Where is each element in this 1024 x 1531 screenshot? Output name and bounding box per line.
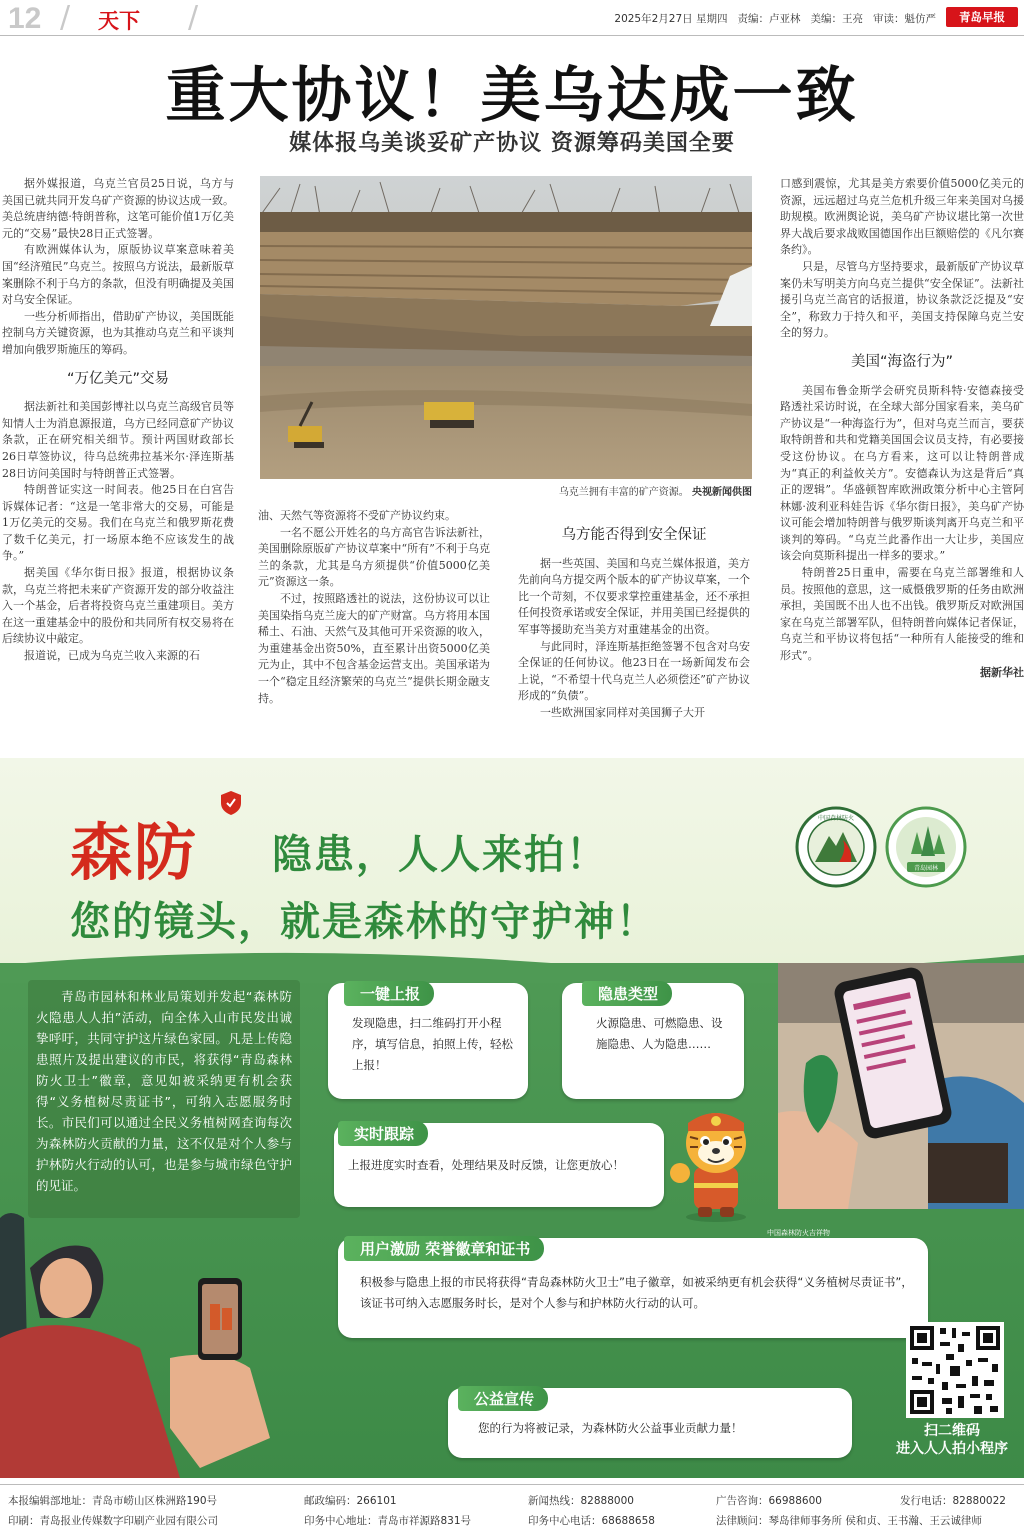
person-taking-photo-image	[0, 1208, 300, 1478]
caption-source: 央视新闻供图	[692, 487, 752, 498]
feature-card-rewards	[338, 1238, 928, 1338]
footer-print-phone: 印务中心电话：68688658	[528, 1515, 655, 1527]
card-tag: 一键上报	[344, 981, 434, 1006]
article-paragraph: 特朗普证实这一时间表。他25日在白宫告诉媒体记者：“这是一笔非常大的交易，可能是1万亿美元的交易。我们在乌克兰和俄罗斯花费了数千亿美元，打一场原本绝不应该发生的战争。”	[2, 483, 234, 563]
qr-label-line2: 进入人人拍小程序	[896, 1441, 1008, 1457]
card-text: 火源隐患、可燃隐患、设施隐患、人为隐患……	[596, 1016, 723, 1051]
card-tag: 用户激励 荣誉徽章和证书	[344, 1236, 544, 1261]
feature-card-tracking	[334, 1123, 664, 1207]
card-tag: 隐患类型	[582, 981, 672, 1006]
ad-title-rest: 隐患，人人来拍！	[272, 832, 608, 878]
card-text: 您的行为将被记录，为森林防火公益事业贡献力量！	[478, 1421, 743, 1435]
proofreader: 审读：魁仿严	[873, 13, 936, 25]
article-paragraph: 据法新社和美国彭博社以乌克兰高级官员等知情人士为消息源报道，乌方已经同意矿产协议条款，正在研究相关细节。预计两国财政部长26日草签协议，待乌总统弗拉基米尔·泽连斯基28日访问美国时与特朗普正式签署。	[2, 400, 234, 480]
excavator-icon	[288, 426, 322, 442]
newspaper-logo: 青岛早报	[946, 7, 1018, 27]
article-paragraph: 不过，按照路透社的说法，这份协议可以让美国染指乌克兰庞大的矿产财富。乌方将用本国稀土、石油、天然气及其他可开采资源的收入，为重建基金出资50%，直至累计出资5000亿美元为止，其中不包含基金运营支出。美国承诺为一个“稳定且经济繁荣的乌克兰”提供长期金融支持。	[258, 591, 490, 705]
forest-fire-ad	[0, 758, 1024, 1478]
article-paragraph: 一些欧洲国家同样对美国狮子大开	[540, 705, 705, 719]
subsection-heading: 美国“海盗行为”	[850, 353, 954, 370]
footer-address: 本报编辑部地址：青岛市崂山区株洲路190号	[8, 1495, 218, 1507]
article-paragraph: 油、天然气等资源将不受矿产协议约束。	[258, 509, 456, 522]
article-paragraph: 美国布鲁金斯学会研究员斯科特·安德森接受路透社采访时说，在全球大部分国家看来，美乌矿产协议是“一种海盗行为”，但对乌克兰而言，要获取特朗普和共和党籍美国国会议员支持，有必要接受这份协议。在乌方看来，这可以让特朗普成为“真正的利益攸关方”。安德森认为这是背后“真正的逻辑”。华盛顿智库欧洲政策分析中心主管阿林娜·波利亚科娃告诉《华尔街日报》，美乌矿产协议可能会增加特朗普与俄罗斯谈判离开乌克兰和平谈判的筹码。“乌克兰此番作出一大让步，美国应该会向莫斯科提出一样多的要求。”	[780, 383, 1024, 563]
ad-intro: 青岛市园林和林业局策划并发起“森林防火隐患人人拍”活动，向全体入山市民发出诚挚呼吁，共同守护这片绿色家园。凡是上传隐患照片及提出建议的市民，将获得“青岛森林防火卫士”徽章，意见如被采纳更有机会获得“义务植树尽责证书”，可纳入志愿服务时长。市民们可以通过全民义务植树网查询每次为森林防火贡献的力量，这不仅是对个人参与护林防火行动的认可，也是参与城市绿色守护的见证。	[28, 980, 300, 1218]
ad-title-line2: 您的镜头，就是森林的守护神！	[70, 899, 658, 945]
card-tag: 实时跟踪	[338, 1121, 428, 1146]
article-paragraph: 有欧洲媒体认为，原版协议草案意味着美国“经济殖民”乌克兰。按照乌方说法，最新版草案删除不利于乌方的条款，但没有明确提及美国对乌安全保证。	[2, 243, 234, 307]
page-meta	[614, 11, 936, 26]
feature-card-hazard-types	[562, 983, 744, 1099]
article-column-1	[2, 176, 234, 754]
page-header	[0, 0, 1024, 36]
footer-legal: 法律顾问：琴岛律师事务所 侯和贞、王书瀚、王云诚律师	[716, 1515, 982, 1527]
art-editor: 美编：王亮	[810, 13, 863, 25]
qr-label-line1: 扫二维码	[924, 1423, 980, 1439]
card-tag: 公益宣传	[458, 1386, 548, 1411]
article-paragraph: 口感到震惊，尤其是美方索要价值5000亿美元的资源，远远超过乌克兰危机升级三年来美国对乌援助规模。欧洲舆论说，美乌矿产协议堪比第一次世界大战后要求战败国德国作出巨额赔偿的《凡尔赛条约》。	[780, 177, 1024, 257]
subsection-heading: 乌方能否得到安全保证	[561, 527, 707, 543]
divider-slash: /	[60, 0, 71, 35]
qr-label	[880, 1422, 1024, 1458]
card-text: 发现隐患，扫二维码打开小程序，填写信息，拍照上传，轻松上报！	[352, 1016, 513, 1072]
article-paragraph: 报道说，已成为乌克兰收入来源的石	[24, 649, 200, 663]
issue-date: 2025年2月27日 星期四	[614, 13, 728, 25]
section-name: 天下	[98, 9, 140, 33]
feature-card-publicity	[448, 1388, 852, 1458]
article-column-4	[780, 176, 1024, 754]
article-column-2	[258, 508, 490, 754]
card-text: 积极参与隐患上报的市民将获得“青岛森林防火卫士”电子徽章，如被采纳更有机会获得“义务植树尽责证书”，该证书可纳入志愿服务时长，是对个人参与和护林防火行动的认可。	[360, 1275, 913, 1310]
mine-photo	[260, 176, 752, 479]
subsection-heading: “万亿美元”交易	[66, 370, 170, 387]
footer-print-address: 印务中心地址：青岛市祥源路831号	[304, 1515, 472, 1527]
article-paragraph: 一些分析师指出，借助矿产协议，美国既能控制乌方关键资源，也为其推动乌克兰和平谈判增加向俄罗斯施压的筹码。	[2, 309, 234, 356]
forest-fire-logo-icon	[795, 806, 877, 888]
logo2-text: 青岛园林	[913, 865, 939, 872]
divider-slash: /	[188, 0, 199, 35]
tiger-mascot-icon	[660, 1103, 772, 1223]
shield-icon	[220, 790, 242, 816]
article-column-3	[518, 515, 750, 754]
headline: 重大协议！美乌达成一致	[165, 61, 859, 131]
bulldozer-icon	[424, 402, 474, 420]
subheadline: 媒体报乌美谈妥矿产协议 资源筹码美国全要	[289, 131, 735, 156]
footer-news-hotline: 新闻热线：82888000	[528, 1495, 634, 1507]
article-paragraph: 据一些英国、美国和乌克兰媒体报道，美方先前向乌方提交两个版本的矿产协议草案，一个比一个苛刻，不仅要求掌控重建基金，还不承担任何投资承诺或安全保证，并用美国已经提供的军事等援助充当美方对重建基金的出资。	[518, 556, 750, 636]
article-paragraph: 据外媒报道，乌克兰官员25日说，乌方与美国已就共同开发乌矿产资源的协议达成一致。美总统唐纳德·特朗普称，这笔可能价值1万亿美元的“交易”最快28日正式签署。	[2, 177, 234, 240]
editor: 责编：卢亚林	[737, 13, 801, 25]
article-paragraph: 只是，尽管乌方坚持要求，最新版矿产协议草案仍未写明美方向乌克兰提供“安全保证”。法新社援引乌克兰高官的话报道，协议条款泛泛提及“安全”，称致力于持久和平，美国支持保障乌克兰安全的努力。	[780, 259, 1024, 340]
phone-in-hand-photo	[778, 963, 1024, 1209]
article-paragraph: 特朗普25日重申，需要在乌克兰部署维和人员。按照他的意思，这一威慑俄罗斯的任务由欧洲承担，美国既不出人也不出钱。俄罗斯反对欧洲国家在乌克兰部署军队，但特朗普向媒体记者保证，乌克兰和平协议将包括“一种所有人能接受的维和形式”。	[780, 566, 1024, 663]
open-pit-mine-image	[260, 176, 752, 479]
article-paragraph: 一名不愿公开姓名的乌方高官告诉法新社，美国删除原版矿产协议草案中“所有”不利于乌克兰的条款，尤其是乌方须提供“价值5000亿美元”资源这一条。	[258, 525, 490, 589]
phone-photo-image	[778, 963, 1024, 1209]
caption-text: 乌克兰拥有丰富的矿产资源。	[558, 487, 689, 498]
qr-code-icon	[906, 1322, 1004, 1418]
mascot-label: 中国森林防火吉祥物	[767, 1229, 830, 1237]
logo1-text: 中国森林防火	[817, 815, 855, 822]
card-text: 上报进度实时查看，处理结果及时反馈，让您更放心！	[348, 1158, 624, 1172]
footer-printer: 印刷：青岛报业传媒数字印刷产业园有限公司	[8, 1515, 218, 1527]
page-footer	[0, 1484, 1024, 1531]
article-paragraph: 据美国《华尔街日报》报道，根据协议条款，乌克兰将把未来矿产资源开发的部分收益注入一个基金，后者将投资乌克兰重建项目。美方在这一重建基金中的股份和共同所有权交易将在后续协议中敲定。	[2, 566, 234, 646]
footer-postcode: 邮政编码：266101	[304, 1495, 397, 1507]
photo-caption	[260, 483, 752, 498]
page-number: 12	[8, 2, 42, 35]
source-credit: 据新华社	[980, 665, 1024, 679]
ad-title-big: 森防	[70, 816, 199, 889]
article-paragraph: 与此同时，泽连斯基拒绝签署不包含对乌安全保证的任何协议。他23日在一场新闻发布会上说，“不希望十代乌克兰人必须偿还”矿产协议形成的“负债”。	[518, 639, 750, 703]
green-trees-logo-icon	[885, 806, 967, 888]
footer-ad-phone: 广告咨询：66988600	[716, 1495, 822, 1507]
feature-card-report	[328, 983, 528, 1099]
footer-distribution-phone: 发行电话：82880022	[900, 1495, 1006, 1507]
